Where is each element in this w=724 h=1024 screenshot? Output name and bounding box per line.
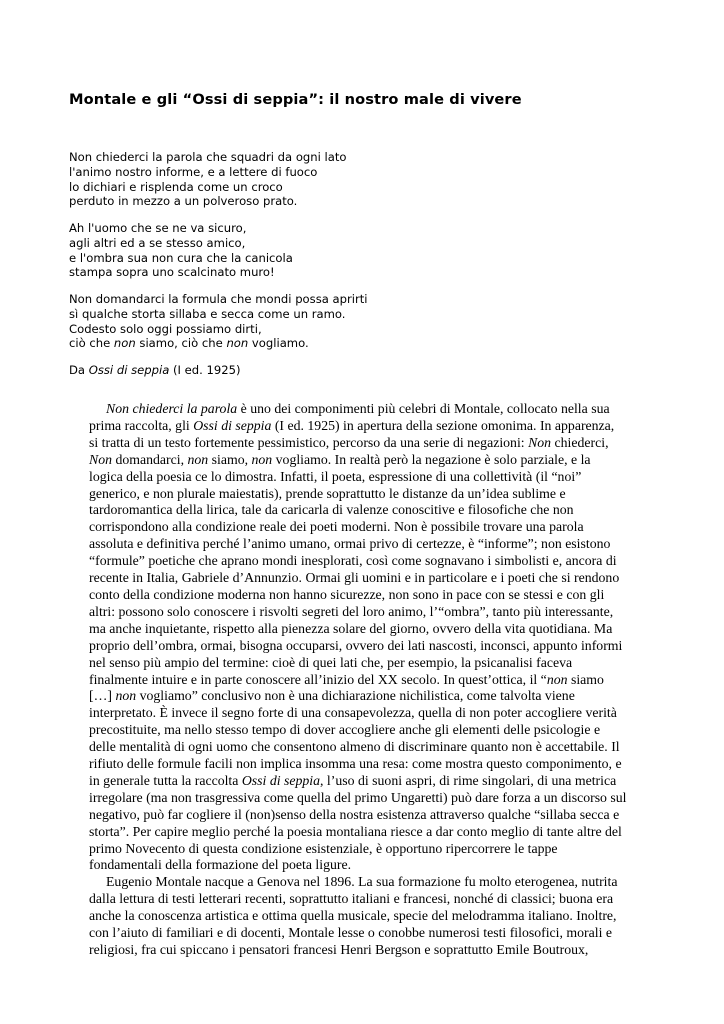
- text-line: con l’aiuto di familiari e di docenti, Montale lesse o conobbe numerosi testi filosofici, morali e: [89, 925, 612, 941]
- poem-line: l'animo nostro informe, e a lettere di fuoco: [69, 164, 318, 179]
- text-line: Non domandarci, non siamo, non vogliamo. In realtà però la negazione è solo parziale, e la: [89, 451, 591, 467]
- text-line: corrispondono alla condizione reale dei poeti moderni. Non è possibile trovare una parola: [89, 519, 584, 535]
- text-line: logica della poesia ce lo dimostra. Infatti, il poeta, espressione di una collettività (il “noi”: [89, 468, 582, 484]
- text-line: dalla lettura di testi letterari recenti, soprattutto italiani e francesi, nonché di classici; buona era: [89, 891, 614, 907]
- text-line: in generale tutta la raccolta Ossi di seppia, l’uso di suoni aspri, di rime singolari, di una metrica: [89, 772, 617, 788]
- poem-line: agli altri ed a se stesso amico,: [69, 235, 246, 250]
- poem-line: Non domandarci la formula che mondi possa aprirti: [69, 292, 368, 306]
- poem-line: e l'ombra sua non cura che la canicola: [69, 250, 293, 265]
- poem-line: lo dichiari e risplenda come un croco: [69, 179, 283, 194]
- text-line: storta”. Per capire meglio perché la poesia montaliana riesce a dar conto meglio di tante altre del: [89, 823, 622, 839]
- poem-stanza-2: [69, 221, 293, 280]
- text-line: conto della condizione moderna non hanno sicurezze, non sono in pace con se stessi e con gli: [89, 586, 605, 602]
- poem-line: perduto in mezzo a un polveroso prato.: [69, 194, 298, 209]
- page-title: Montale e gli “Ossi di seppia”: il nostro male di vivere: [69, 91, 522, 108]
- text-line: proprio dell’ombra, ormai, bisogna occuparsi, ovvero dei lati nascosti, inconsci, appunto informi: [89, 637, 623, 653]
- text-line: primo Novecento di questa condizione esistenziale, è opportuno ripercorrere le tappe: [89, 840, 558, 856]
- text-line: generico, e non plurale maiestatis), prende soprattutto le distanze da un’idea sublime e: [89, 485, 566, 501]
- poem-line: ciò che non siamo, ciò che non vogliamo.: [69, 336, 309, 351]
- text-line: Non chiederci la parola è uno dei componimenti più celebri di Montale, collocato nella sua: [106, 401, 610, 416]
- poem-stanza-3: [69, 292, 368, 351]
- paragraph-2: [89, 874, 687, 959]
- text-line: “formule” poetiche che aprano mondi inesplorati, così come sognavano i simbolisti e, ancora di: [89, 553, 617, 569]
- poem-line: Ah l'uomo che se ne va sicuro,: [69, 221, 247, 235]
- text-line: recente in Italia, Gabriele d’Annunzio. Ormai gli uomini e in particolare e i poeti che si rendono: [89, 570, 620, 586]
- poem-line: Codesto solo oggi possiamo dirti,: [69, 321, 262, 336]
- text-line: fondamentali della formazione del poeta ligure.: [89, 857, 352, 873]
- text-line: rifiuto delle formule facili non implica insomma una resa: come mostra questo componimento, e: [89, 756, 622, 772]
- text-line: religiosi, fra cui spiccano i pensatori francesi Henri Bergson e soprattutto Emile Boutroux,: [89, 942, 589, 957]
- text-line: nel senso più ampio del termine: cioè di quei lati che, per esempio, la psicanalisi faceva: [89, 654, 573, 670]
- poem-line: stampa sopra uno scalcinato muro!: [69, 265, 275, 280]
- text-line: si tratta di un testo fortemente pessimistico, percorso da una serie di negazioni: Non chiederci,: [89, 434, 609, 450]
- text-line: prima raccolta, gli Ossi di seppia (I ed. 1925) in apertura della sezione omonima. In apparenza,: [89, 417, 615, 433]
- text-line: Eugenio Montale nacque a Genova nel 1896. La sua formazione fu molto eterogenea, nutrita: [106, 874, 618, 890]
- poem-stanza-1: [69, 150, 347, 209]
- essay-body: [89, 401, 687, 959]
- text-line: ma anche inquietante, rispetto alla pienezza solare del giorno, ovvero della vita quotidiana. Ma: [89, 620, 613, 636]
- text-line: precostituite, ma nello stesso tempo di dover accogliere anche gli elementi delle psicologie e: [89, 722, 601, 738]
- text-line: finalmente intuire e in parte conoscere all’inizio del XX secolo. In quest’ottica, il “non siamo: [89, 671, 604, 687]
- paragraph-1: [89, 401, 687, 874]
- text-line: irregolare (ma non trasgressiva come quella del primo Ungaretti) può dare forza a un discorso sul: [89, 789, 627, 805]
- text-line: delle mentalità di ogni uomo che consentono almeno di discriminare quanto non è accettabile. Il: [89, 739, 620, 755]
- poem-source: Da Ossi di seppia (I ed. 1925): [69, 363, 241, 377]
- text-line: interpretato. È invece il segno forte di una consapevolezza, quella di non poter accogliere verità: [89, 705, 617, 721]
- text-line: […] non vogliamo” conclusivo non è una dichiarazione nichilistica, come talvolta viene: [89, 688, 575, 704]
- poem-line: sì qualche storta sillaba e secca come un ramo.: [69, 306, 346, 321]
- text-line: negativo, può far cogliere il (non)senso della nostra esistenza attraverso qualche “sillaba secca e: [89, 806, 620, 822]
- poem-line: Non chiederci la parola che squadri da ogni lato: [69, 150, 347, 164]
- text-line: anche la conoscenza artistica e ottima quella musicale, specie del melodramma italiano. Inoltre,: [89, 908, 617, 924]
- text-line: tardoromantica della lirica, tale da caricarla di valenze conoscitive e filosofiche che non: [89, 502, 574, 518]
- text-line: altri: possono solo conoscere i risvolti segreti del loro animo, l’“ombra”, tanto più interessante,: [89, 603, 614, 619]
- text-line: assoluta e definitiva perché l’animo umano, ormai privo di certezze, è “informe”; non esistono: [89, 536, 611, 552]
